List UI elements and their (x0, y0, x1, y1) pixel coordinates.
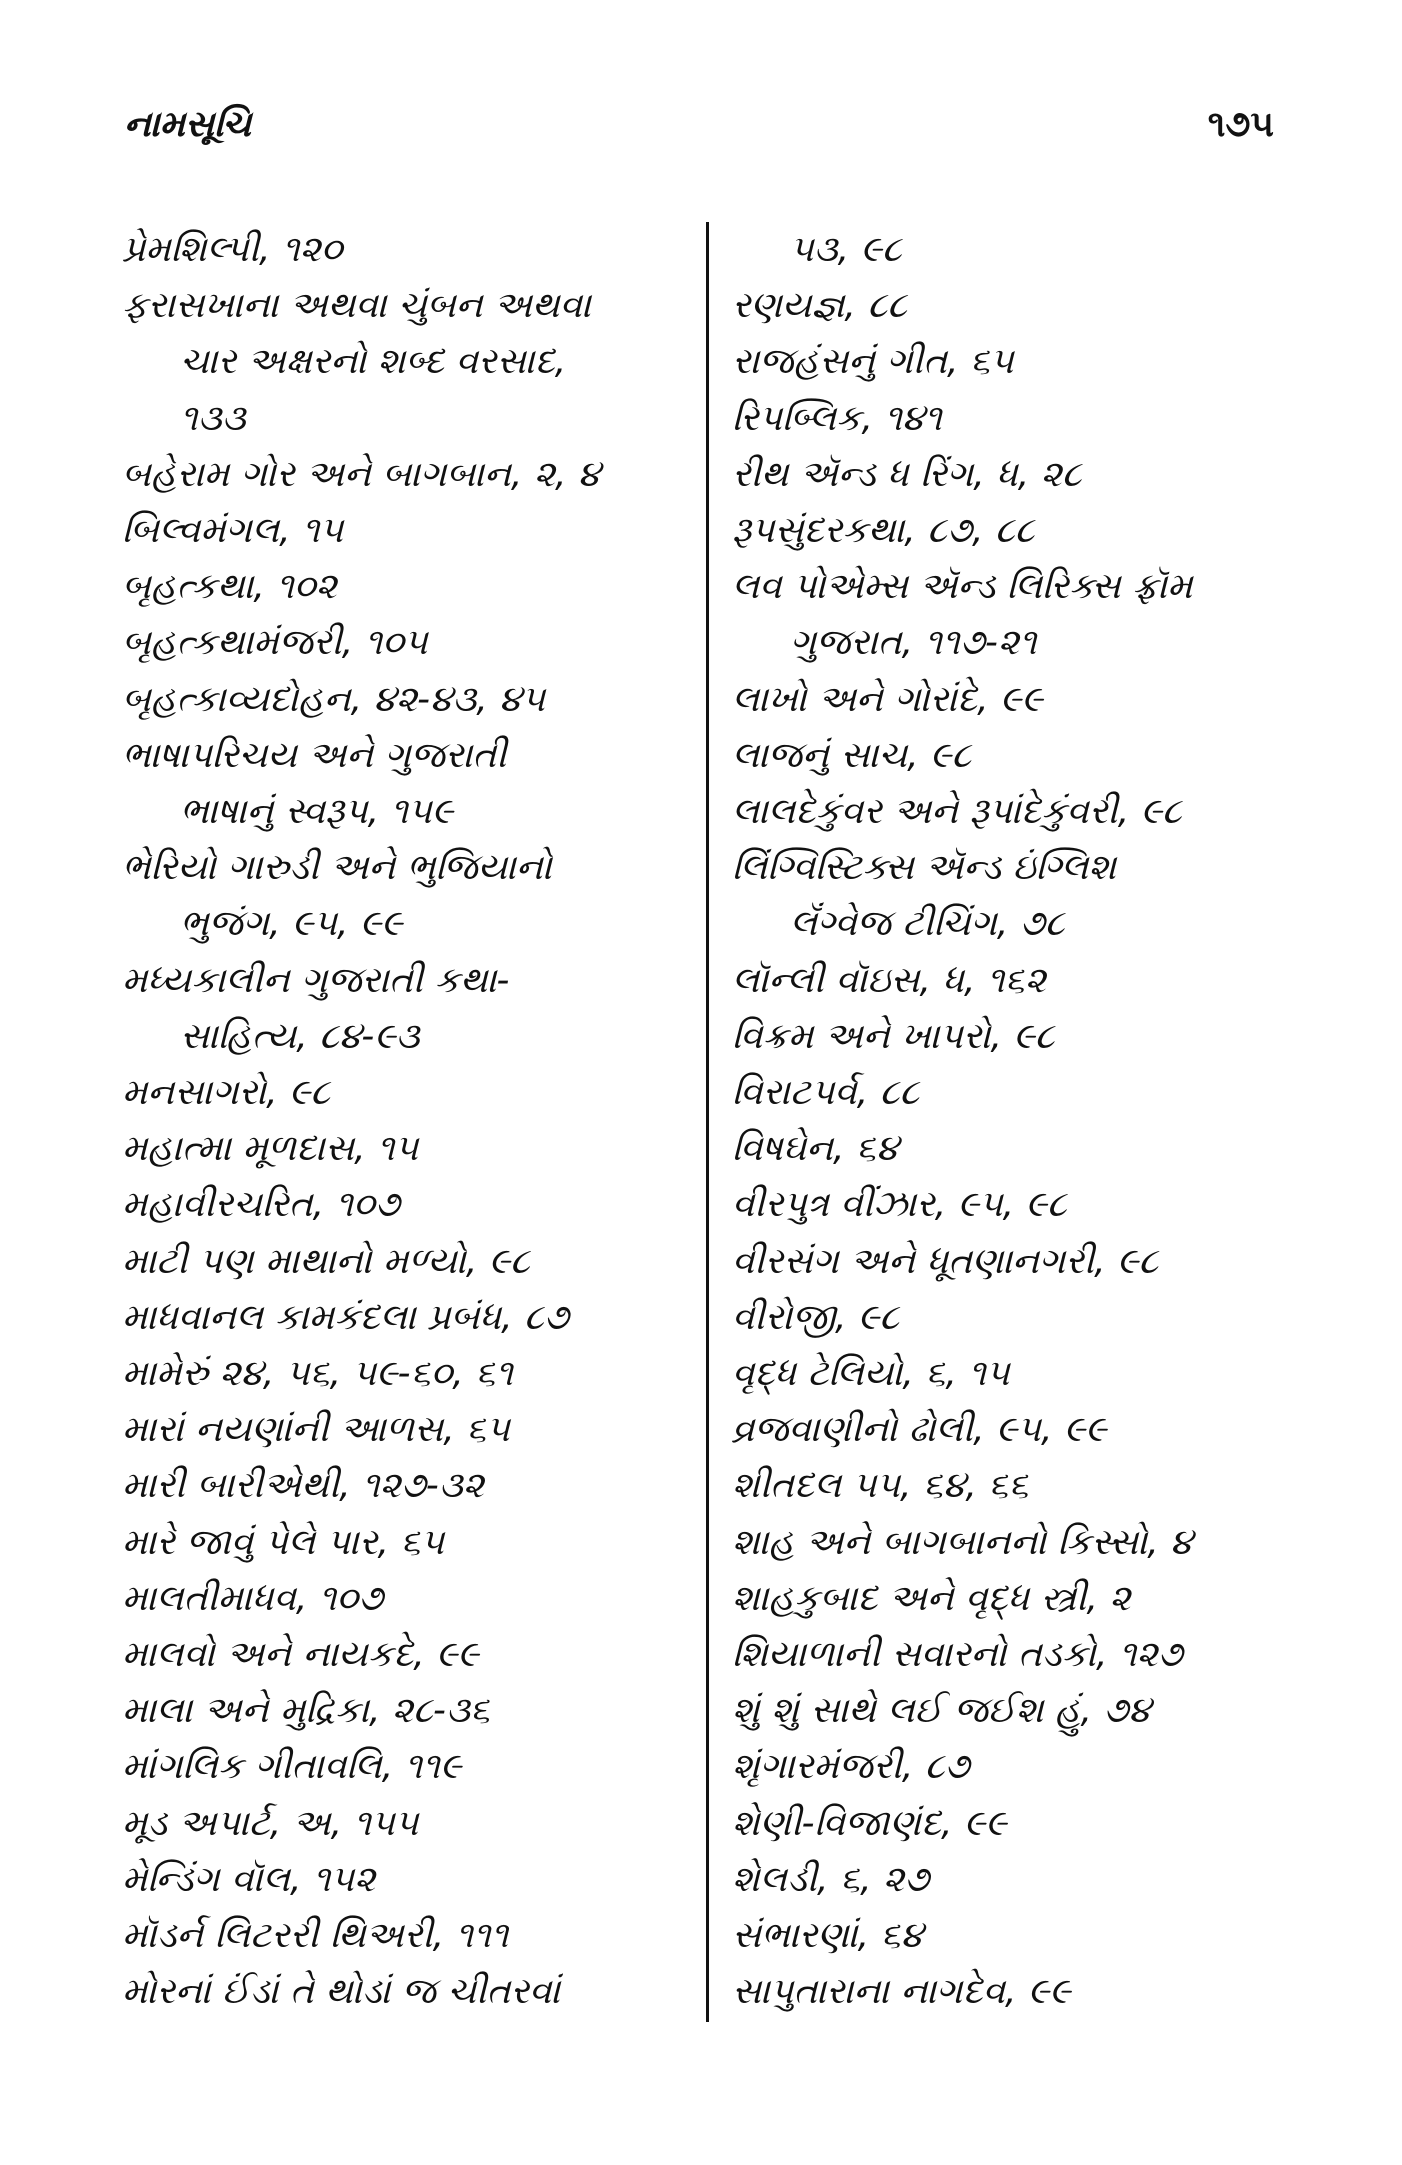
index-entry: મોરનાં ઈંડાં તે થોડાં જ ચીતરવાં (122, 1971, 561, 2013)
index-entry: ફરાસખાના અથવા ચુંબન અથવા (122, 285, 591, 327)
index-entry: મામેરું ૨૪, ૫૬, ૫૯-૬૦, ૬૧ (122, 1353, 513, 1395)
index-entry: શીતદલ ૫૫, ૬૪, ૬૬ (732, 1465, 1029, 1507)
index-entry: વિરાટપર્વ, ૮૮ (732, 1072, 920, 1114)
index-body (122, 222, 1282, 2022)
index-entry: શિયાળાની સવારનો તડકો, ૧૨૭ (732, 1634, 1183, 1676)
index-entry: મારે જાવું પેલે પાર, ૬૫ (122, 1521, 445, 1563)
index-entry: માલા અને મુદ્રિકા, ૨૮-૩૬ (122, 1690, 490, 1732)
index-entry: બૃહત્કથા, ૧૦૨ (122, 566, 337, 608)
index-entry: રૂપસુંદરકથા, ૮૭, ૮૮ (732, 510, 1035, 552)
index-entry: મેન્ડિંગ વૉલ, ૧૫૨ (122, 1858, 376, 1900)
index-entry: બૃહત્કથામંજરી, ૧૦૫ (122, 622, 428, 664)
index-entry: મહાત્મા મૂળદાસ, ૧૫ (122, 1128, 419, 1170)
index-entry: ભાષાપરિચય અને ગુજરાતી (122, 734, 507, 776)
index-entry-continuation: સાહિત્ય, ૮૪-૯૩ (180, 1015, 420, 1057)
index-entry: મનસાગરો, ૯૮ (122, 1072, 331, 1114)
index-entry-continuation: ચાર અક્ષરનો શબ્દ વરસાદ, (180, 341, 567, 383)
index-entry-continuation: લૅંગ્વેજ ટીચિંગ, ૭૮ (790, 903, 1065, 945)
index-entry: શું શું સાથે લઈ જઈશ હું, ૭૪ (732, 1690, 1151, 1732)
index-entry: વિષઘેન, ૬૪ (732, 1128, 899, 1170)
column-divider (706, 222, 709, 2022)
index-entry: સંભારણાં, ૬૪ (732, 1915, 923, 1957)
page-number: ૧૭૫ (1207, 104, 1274, 145)
index-entry: રિપબ્લિક, ૧૪૧ (732, 397, 942, 439)
index-entry: વ્રજવાણીનો ઢોલી, ૯૫, ૯૯ (732, 1409, 1107, 1451)
index-entry: વિક્રમ અને ખાપરો, ૯૮ (732, 1015, 1055, 1057)
index-entry: વીરપુત્ર વીંઝાર, ૯૫, ૯૮ (732, 1184, 1067, 1226)
index-entry: મૉડર્ન લિટરરી થિઅરી, ૧૧૧ (122, 1915, 509, 1957)
index-entry: શૃંગારમંજરી, ૮૭ (732, 1746, 970, 1788)
index-entry: લૉન્લી વૉઇસ, ધ, ૧૬૨ (732, 959, 1046, 1001)
index-column-right (732, 222, 1287, 2021)
index-entry: ભેરિયો ગારુડી અને ભુજિયાનો (122, 847, 552, 889)
index-entry: બૃહત્કાવ્યદોહન, ૪૨-૪૩, ૪૫ (122, 678, 546, 720)
index-entry: રીથ ઍન્ડ ધ રિંગ, ધ, ૨૮ (732, 453, 1082, 495)
index-entry: લવ પોએમ્સ ઍન્ડ લિરિક્સ ફ્રૉમ (732, 566, 1193, 608)
index-entry: માંગલિક ગીતાવલિ, ૧૧૯ (122, 1746, 462, 1788)
index-entry: મારાં નયણાંની આળસ, ૬૫ (122, 1409, 510, 1451)
index-entry: મધ્યકાલીન ગુજરાતી કથા- (122, 959, 510, 1001)
page-header (124, 104, 1274, 164)
index-entry-continuation: ૫૩, ૯૮ (790, 229, 902, 270)
index-entry: મારી બારીએથી, ૧૨૭-૩૨ (122, 1465, 484, 1507)
index-entry: વીરસંગ અને ધૂતણાનગરી, ૯૮ (732, 1240, 1159, 1282)
index-entry: રણયજ્ઞ, ૮૮ (732, 285, 907, 327)
index-entry-continuation: ૧૩૩ (180, 397, 246, 439)
index-entry-continuation: ભાષાનું સ્વરૂપ, ૧૫૯ (180, 791, 454, 833)
index-entry: શેણી-વિજાણંદ, ૯૯ (732, 1802, 1007, 1844)
index-entry-continuation: ગુજરાત, ૧૧૭-૨૧ (790, 622, 1037, 664)
index-entry: મહાવીરચરિત, ૧૦૭ (122, 1184, 400, 1226)
index-entry: લાખો અને ગોરાંદે, ૯૯ (732, 678, 1043, 720)
index-entry: રાજહંસનું ગીત, ૬૫ (732, 341, 1014, 383)
index-entry: માલવો અને નાયકદે, ૯૯ (122, 1634, 479, 1676)
index-entry: લાજનું સાચ, ૯૮ (732, 734, 972, 776)
index-entry: માલતીમાધવ, ૧૦૭ (122, 1577, 384, 1619)
index-entry: લિંગ્વિસ્ટિક્સ ઍન્ડ ઇંગ્લિશ (732, 847, 1117, 889)
index-entry: શાહકુબાદ અને વૃદ્ધ સ્ત્રી, ૨ (732, 1577, 1131, 1619)
index-entry: બહેરામ ગોર અને બાગબાન, ૨, ૪ (122, 453, 601, 495)
index-entry: શેલડી, ૬, ૨૭ (732, 1858, 930, 1900)
index-entry: માટી પણ માથાનો મળ્યો, ૯૮ (122, 1240, 530, 1282)
running-head: નામસૂચિ (124, 104, 252, 145)
index-entry-continuation: ભુજંગ, ૯૫, ૯૯ (180, 903, 403, 945)
index-entry: શાહ અને બાગબાનનો કિસ્સો, ૪ (732, 1521, 1193, 1563)
index-entry: લાલદેકુંવર અને રૂપાંદેકુંવરી, ૯૮ (732, 791, 1182, 833)
index-entry: બિલ્વમંગલ, ૧૫ (122, 510, 344, 552)
index-column-left (122, 222, 682, 2021)
index-entry: સાપુતારાના નાગદેવ, ૯૯ (732, 1971, 1071, 2013)
index-entry: વીરોજી, ૯૮ (732, 1296, 900, 1338)
index-entry: વૃદ્ધ ટેલિયો, ૬, ૧૫ (732, 1353, 1010, 1395)
index-entry: માધવાનલ કામકંદલા પ્રબંધ, ૮૭ (122, 1296, 569, 1338)
index-entry: પ્રેમશિલ્પી, ૧૨૦ (122, 229, 343, 270)
index-entry: મૂડ અપાર્ટ, અ, ૧૫૫ (122, 1802, 419, 1844)
